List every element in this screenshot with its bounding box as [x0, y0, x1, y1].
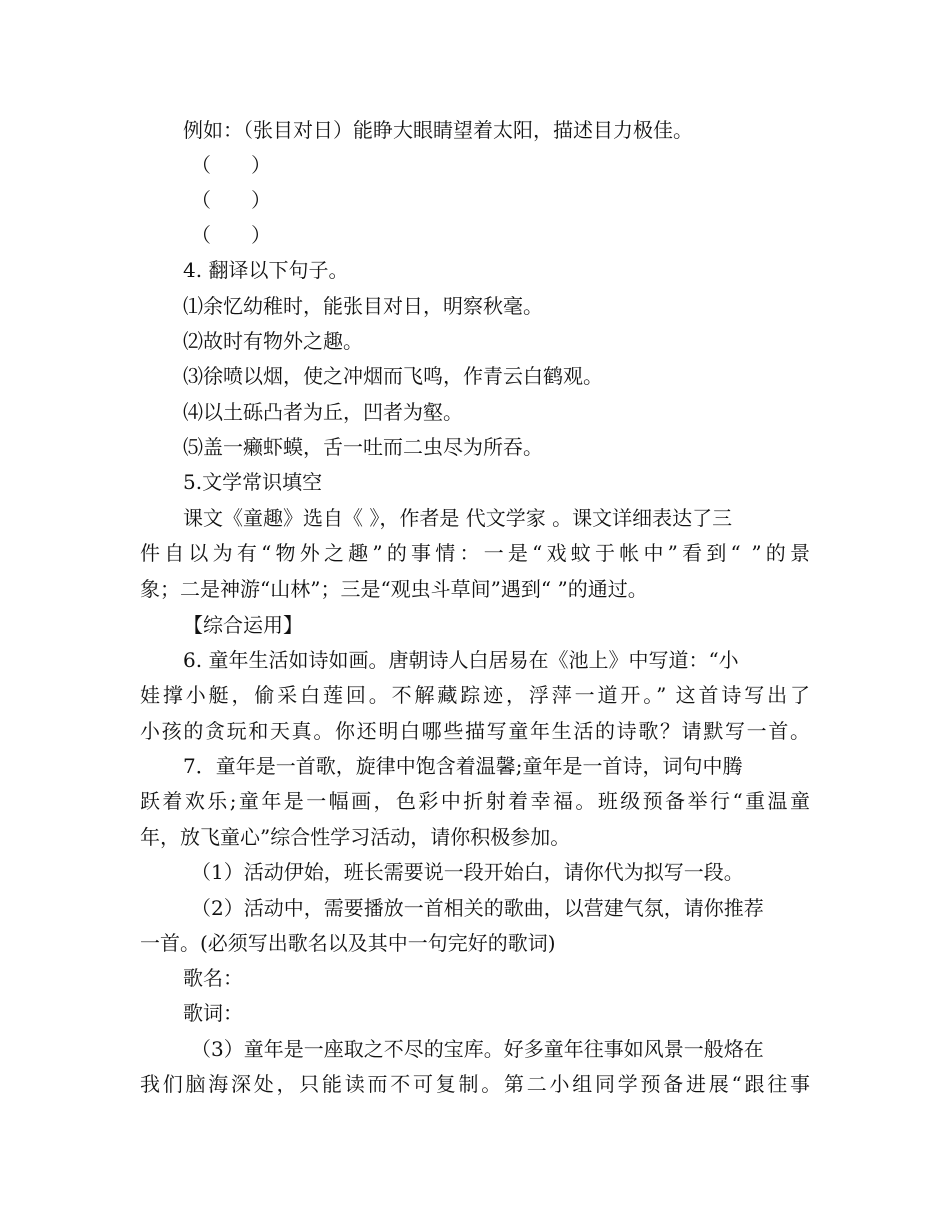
question-7-line-2: 跃着欢乐;童年是一幅画，色彩中折射着幸福。班级预备举行“重温童: [140, 789, 810, 813]
sub-question-2-line-1: （2）活动中，需要播放一首相关的歌曲，以营建气氛，请你推荐: [191, 896, 764, 920]
sub-question-2-line-2: 一首。(必须写出歌名以及其中一句完好的歌词): [140, 931, 556, 955]
question-6-line-1: 6. 童年生活如诗如画。唐朝诗人白居易在《池上》中写道：“小: [183, 648, 739, 672]
translate-sentence-5: ⑸盖一癞虾蟆，舌一吐而二虫尽为所吞。: [183, 435, 543, 459]
question-7-line-1: 7．童年是一首歌，旋律中饱含着温馨;童年是一首诗，词句中腾: [183, 754, 743, 778]
fill-in-line-1: 课文《童趣》选自《 》，作者是 代文学家 。课文详细表达了三: [183, 506, 733, 530]
fill-in-line-3: 象；二是神游“山林”；三是“观虫斗草间”遇到“ ”的通过。: [140, 577, 648, 601]
translate-sentence-1: ⑴余忆幼稚时，能张目对日，明察秋毫。: [183, 294, 543, 318]
answer-blank-1: （ ）: [191, 153, 271, 177]
question-6-line-2: 娃撑小艇，偷采白莲回。不解藏踪迹，浮萍一道开。” 这首诗写出了: [140, 683, 810, 707]
answer-blank-3: （ ）: [191, 223, 271, 247]
sub-question-3-line-2: 我们脑海深处，只能读而不可复制。第二小组同学预备进展“跟往事: [140, 1072, 810, 1096]
question-5-heading: 5.文学常识填空: [183, 470, 323, 494]
lyrics-label: 歌词：: [183, 1001, 243, 1025]
fill-in-line-2: 件自以为有“物外之趣”的事情：一是“戏蚊于帐中”看到“ ”的景: [140, 541, 810, 565]
translate-sentence-2: ⑵故时有物外之趣。: [183, 329, 363, 353]
question-7-line-3: 年，放飞童心”综合性学习活动，请你积极参加。: [140, 825, 571, 849]
question-6-line-3: 小孩的贪玩和天真。你还明白哪些描写童年生活的诗歌？请默写一首。: [140, 719, 810, 743]
section-heading-comprehensive: 【综合运用】: [183, 613, 303, 637]
question-4-heading: 4. 翻译以下句子。: [183, 258, 349, 282]
sub-question-3-line-1: （3）童年是一座取之不尽的宝库。好多童年往事如风景一般烙在: [191, 1037, 764, 1061]
sub-question-1: （1）活动伊始，班长需要说一段开始白，请你代为拟写一段。: [191, 860, 744, 884]
song-name-label: 歌名：: [183, 966, 243, 990]
answer-blank-2: （ ）: [191, 188, 271, 212]
example-line: 例如：（张目对日）能睁大眼睛望着太阳，描述目力极佳。: [183, 118, 693, 142]
translate-sentence-4: ⑷以土砾凸者为丘，凹者为壑。: [183, 400, 463, 424]
translate-sentence-3: ⑶徐喷以烟，使之冲烟而飞鸣，作青云白鹤观。: [183, 364, 603, 388]
